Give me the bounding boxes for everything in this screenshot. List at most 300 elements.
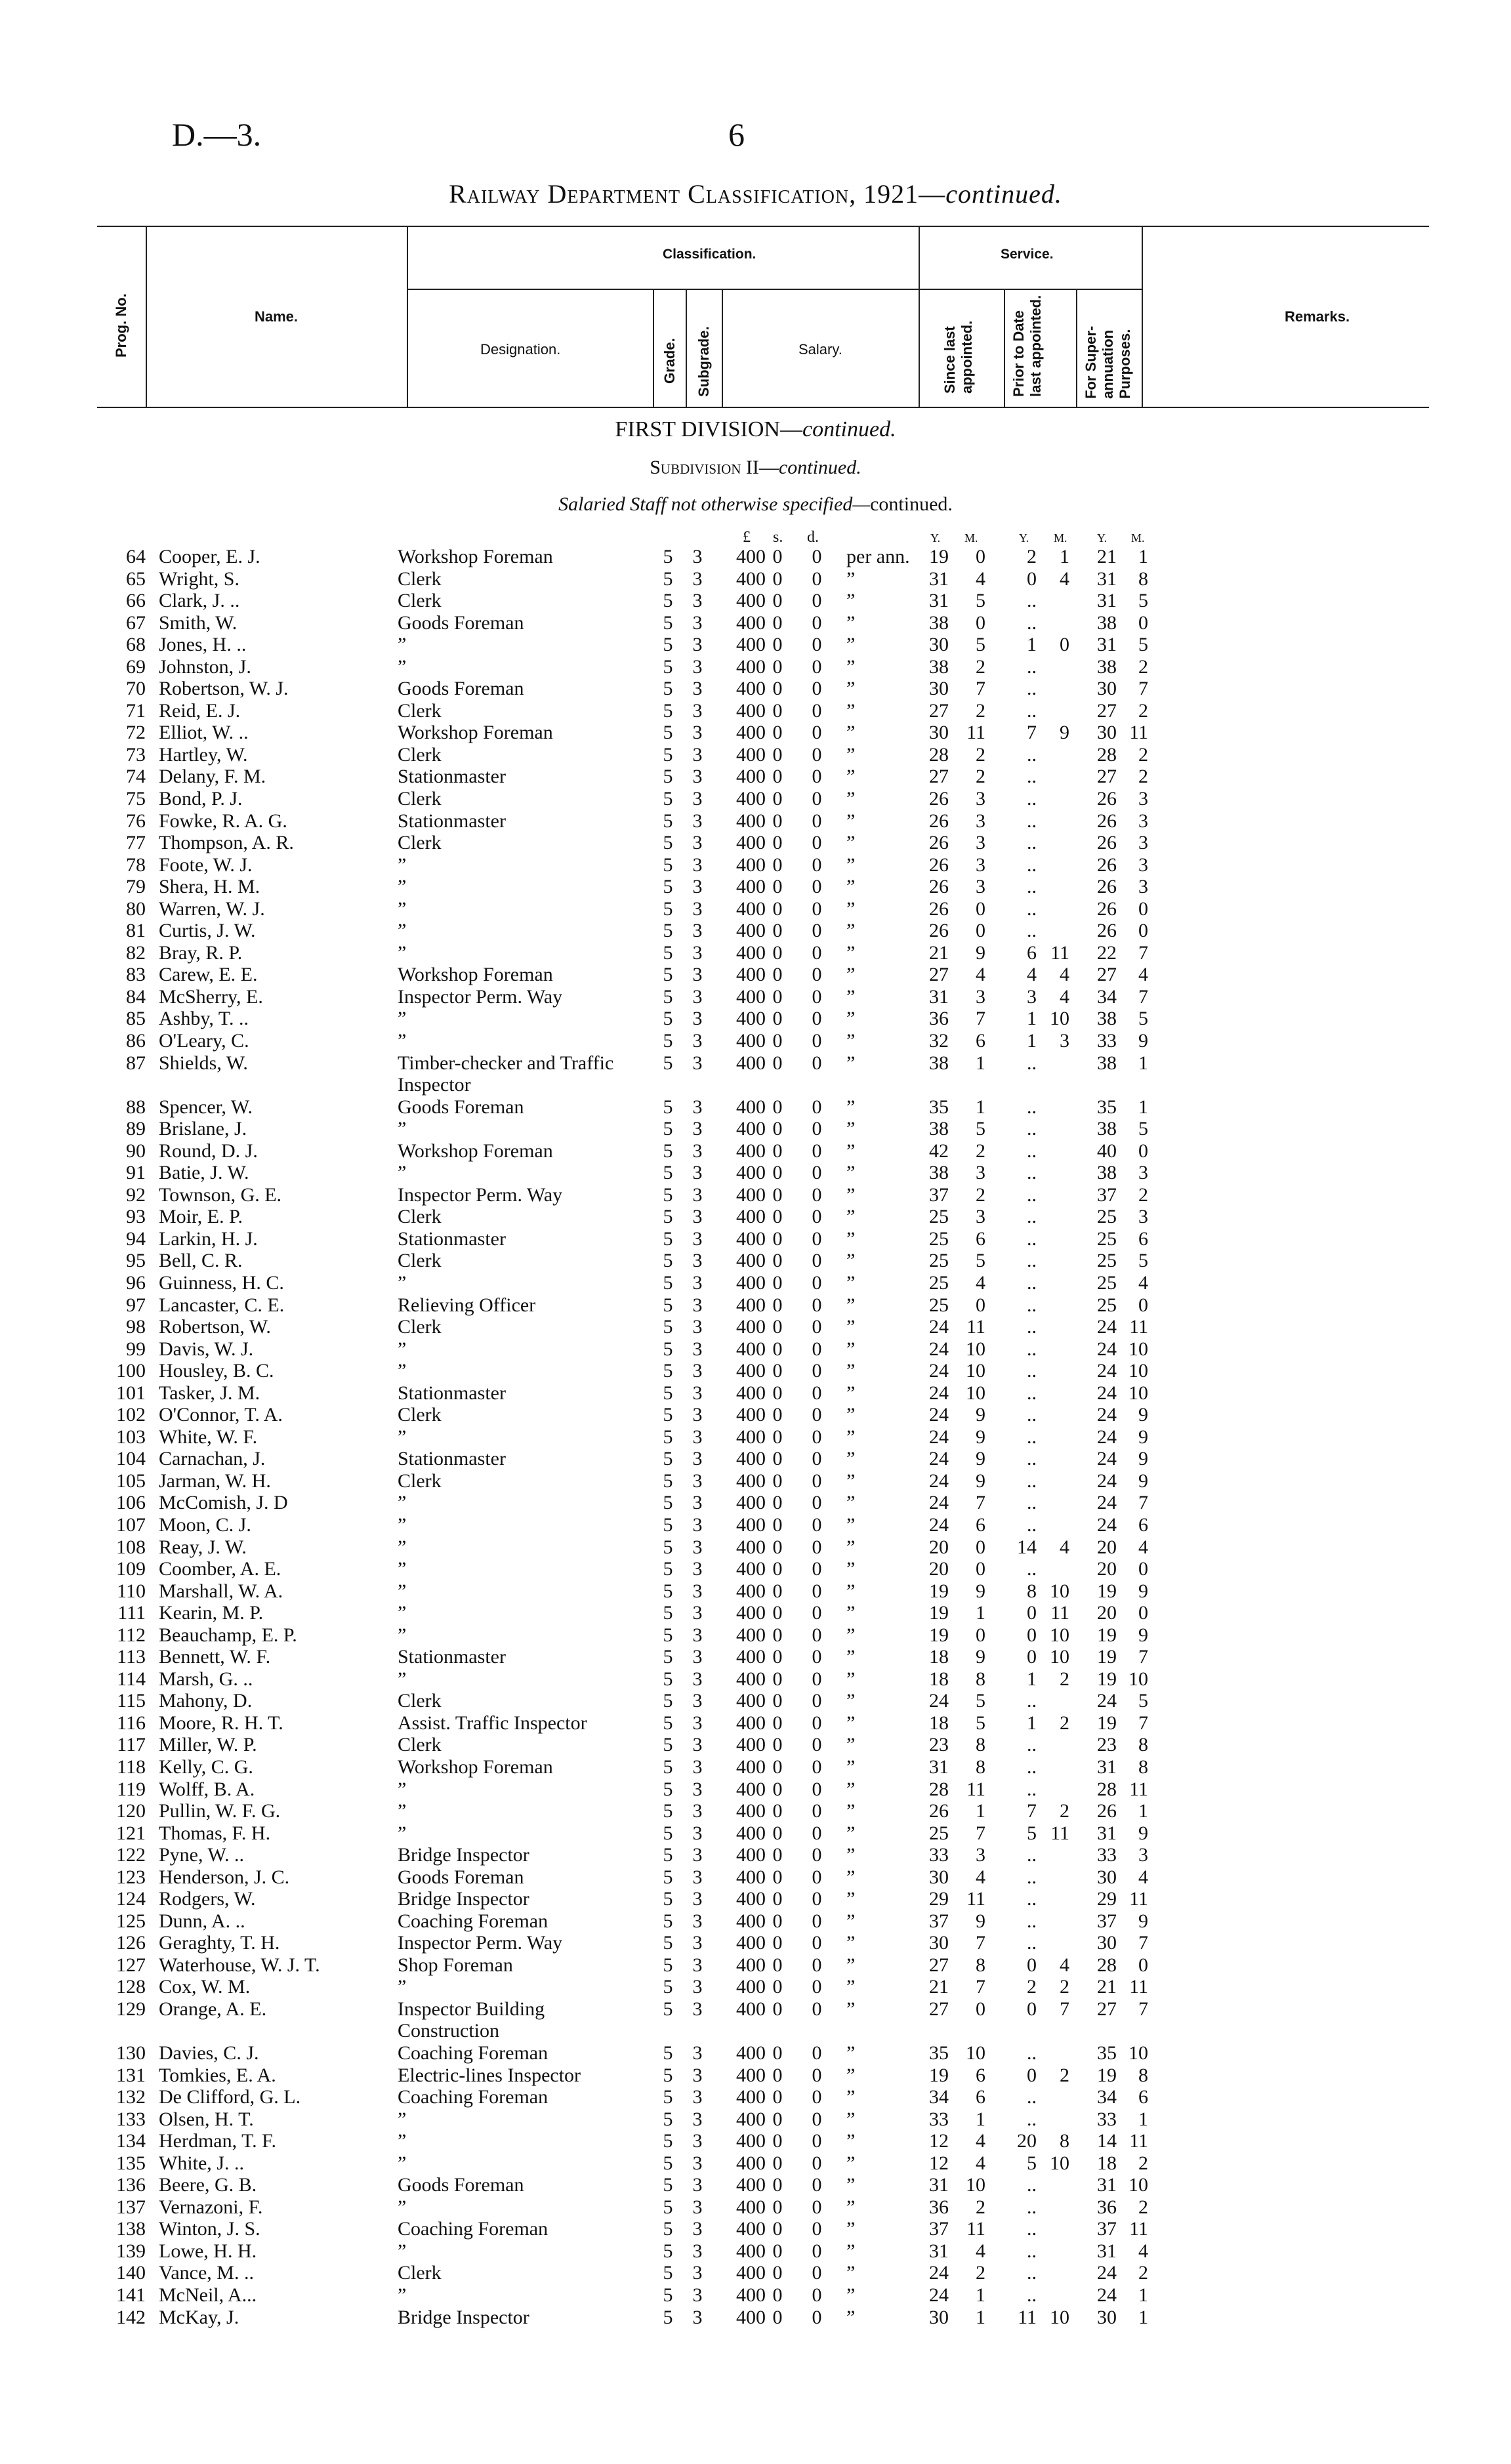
super-months: 5 xyxy=(1138,1690,1148,1712)
prior-years: .. xyxy=(1027,2284,1037,2307)
salary-pence: 0 xyxy=(812,1513,822,1536)
subgrade: 3 xyxy=(692,1448,703,1470)
salary-shillings: 0 xyxy=(772,941,783,964)
super-months: 10 xyxy=(1128,1338,1148,1360)
table-row xyxy=(0,1140,1511,1162)
salary-shillings: 0 xyxy=(772,897,783,920)
salary-shillings: 0 xyxy=(772,2108,783,2130)
salary-pounds: 400 xyxy=(736,1536,766,1558)
since-years: 26 xyxy=(929,920,949,942)
since-years: 27 xyxy=(929,1954,949,1976)
grade: 5 xyxy=(663,1360,673,1382)
header-service: Service. xyxy=(1001,247,1054,262)
grade: 5 xyxy=(663,1448,673,1470)
prior-years: .. xyxy=(1027,1888,1037,1910)
designation: Clerk xyxy=(398,1690,442,1712)
designation: ” xyxy=(398,2130,407,2152)
since-years: 19 xyxy=(929,546,949,567)
salary-shillings: 0 xyxy=(772,1030,783,1052)
salary-shillings: 0 xyxy=(772,1998,783,2020)
prior-months: 1 xyxy=(1060,546,1069,567)
prior-years: 11 xyxy=(1018,2306,1037,2328)
salary-pounds: 400 xyxy=(736,1338,766,1360)
super-years: 21 xyxy=(1097,1976,1117,1998)
super-years: 26 xyxy=(1097,920,1117,942)
designation: Coaching Foreman xyxy=(398,1910,549,1932)
super-months: 3 xyxy=(1138,832,1148,854)
salary-pounds: 400 xyxy=(736,1140,766,1162)
subgrade: 3 xyxy=(692,1382,703,1404)
staff-name: Cooper, E. J. xyxy=(159,546,260,567)
since-months: 0 xyxy=(976,611,985,634)
salary-shillings: 0 xyxy=(772,1624,783,1646)
grade: 5 xyxy=(663,1294,673,1316)
designation: ” xyxy=(398,1360,407,1382)
salary-pence: 0 xyxy=(812,1580,822,1602)
since-years: 19 xyxy=(929,1580,949,1602)
super-months: 9 xyxy=(1138,1404,1148,1426)
super-years: 28 xyxy=(1097,743,1117,766)
table-row xyxy=(0,810,1511,832)
prior-years: 3 xyxy=(1027,985,1037,1008)
designation: Coaching Foreman xyxy=(398,2042,549,2064)
designation: Coaching Foreman xyxy=(398,2086,549,2108)
super-months: 3 xyxy=(1138,853,1148,876)
table-row xyxy=(0,1800,1511,1822)
super-years: 25 xyxy=(1097,1271,1117,1294)
prior-years: .. xyxy=(1027,810,1037,832)
salary-shillings: 0 xyxy=(772,1558,783,1580)
designation: Clerk xyxy=(398,567,442,590)
prog-no: 122 xyxy=(116,1844,146,1866)
grade: 5 xyxy=(663,1976,673,1998)
since-years: 23 xyxy=(929,1734,949,1756)
super-years: 31 xyxy=(1097,634,1117,656)
grade: 5 xyxy=(663,1910,673,1932)
table-row xyxy=(0,1976,1511,1998)
header-designation: Designation. xyxy=(480,341,561,358)
salary-pounds: 400 xyxy=(736,699,766,722)
prior-years: .. xyxy=(1027,1448,1037,1470)
staff-name: Robertson, W. xyxy=(159,1316,271,1338)
since-months: 8 xyxy=(976,1756,985,1778)
subdivision-label: Subdivision II— xyxy=(650,457,779,478)
since-months: 3 xyxy=(976,1162,985,1184)
subgrade: 3 xyxy=(692,1734,703,1756)
salary-period: ” xyxy=(846,853,856,876)
division-continued: continued. xyxy=(802,417,896,441)
prog-no: 109 xyxy=(116,1558,146,1580)
subgrade: 3 xyxy=(692,1426,703,1448)
since-years: 24 xyxy=(929,1492,949,1514)
super-years: 38 xyxy=(1097,611,1117,634)
super-months: 0 xyxy=(1138,1558,1148,1580)
super-years: 34 xyxy=(1097,2086,1117,2108)
designation: ” xyxy=(398,897,407,920)
since-years: 34 xyxy=(929,2086,949,2108)
salary-period: ” xyxy=(846,2284,856,2307)
prog-no: 82 xyxy=(126,941,146,964)
staff-name: Moir, E. P. xyxy=(159,1206,243,1228)
since-years: 37 xyxy=(929,2218,949,2240)
table-row xyxy=(0,1558,1511,1580)
salary-period: ” xyxy=(846,1338,856,1360)
prog-no: 84 xyxy=(126,985,146,1008)
since-months: 6 xyxy=(976,1513,985,1536)
prior-years: .. xyxy=(1027,1162,1037,1184)
super-months: 9 xyxy=(1138,1910,1148,1932)
salary-shillings: 0 xyxy=(772,2130,783,2152)
staff-name: Pullin, W. F. G. xyxy=(159,1800,281,1822)
super-years: 25 xyxy=(1097,1227,1117,1250)
grade: 5 xyxy=(663,1052,673,1074)
designation: Assist. Traffic Inspector xyxy=(398,1712,587,1734)
grade: 5 xyxy=(663,1536,673,1558)
prog-no: 83 xyxy=(126,964,146,986)
super-months: 2 xyxy=(1138,766,1148,788)
designation: ” xyxy=(398,1492,407,1514)
prog-no: 101 xyxy=(116,1382,146,1404)
prior-months: 7 xyxy=(1060,1998,1069,2020)
salary-period: ” xyxy=(846,1250,856,1272)
prog-no: 73 xyxy=(126,743,146,766)
designation: Goods Foreman xyxy=(398,611,524,634)
salary-pence: 0 xyxy=(812,832,822,854)
since-months: 2 xyxy=(976,2262,985,2284)
staff-name: Pyne, W. .. xyxy=(159,1844,245,1866)
unit-months-super: M. xyxy=(1131,531,1145,544)
table-row xyxy=(0,744,1511,766)
staff-name: Davis, W. J. xyxy=(159,1338,254,1360)
subgrade: 3 xyxy=(692,1558,703,1580)
subgrade: 3 xyxy=(692,2240,703,2262)
prog-no: 142 xyxy=(116,2306,146,2328)
prog-no: 75 xyxy=(126,788,146,810)
designation: ” xyxy=(398,1668,407,1690)
subgrade: 3 xyxy=(692,2284,703,2307)
since-months: 9 xyxy=(976,1426,985,1448)
grade: 5 xyxy=(663,567,673,590)
prog-no: 88 xyxy=(126,1096,146,1118)
prior-years: 1 xyxy=(1027,1668,1037,1690)
prog-no: 106 xyxy=(116,1492,146,1514)
since-years: 26 xyxy=(929,853,949,876)
super-years: 33 xyxy=(1097,1844,1117,1866)
grade: 5 xyxy=(663,2108,673,2130)
salary-pounds: 400 xyxy=(736,567,766,590)
super-months: 2 xyxy=(1138,1183,1148,1206)
prior-years: .. xyxy=(1027,1183,1037,1206)
since-months: 2 xyxy=(976,743,985,766)
salary-pence: 0 xyxy=(812,546,822,567)
since-years: 35 xyxy=(929,2042,949,2064)
super-months: 8 xyxy=(1138,567,1148,590)
subgrade: 3 xyxy=(692,1338,703,1360)
super-months: 1 xyxy=(1138,2108,1148,2130)
salary-period: ” xyxy=(846,1624,856,1646)
grade: 5 xyxy=(663,920,673,942)
super-months: 8 xyxy=(1138,1734,1148,1756)
grade: 5 xyxy=(663,1646,673,1668)
prog-no: 95 xyxy=(126,1250,146,1272)
since-years: 19 xyxy=(929,1602,949,1624)
salary-period: ” xyxy=(846,1580,856,1602)
table-row xyxy=(0,1360,1511,1382)
super-months: 1 xyxy=(1138,2284,1148,2307)
table-row xyxy=(0,1668,1511,1691)
subgrade: 3 xyxy=(692,2042,703,2064)
staff-name: O'Connor, T. A. xyxy=(159,1404,283,1426)
salary-period: ” xyxy=(846,832,856,854)
salary-pounds: 400 xyxy=(736,876,766,898)
salary-pence: 0 xyxy=(812,1668,822,1690)
salary-pence: 0 xyxy=(812,1558,822,1580)
prior-years: .. xyxy=(1027,2218,1037,2240)
staff-name: Beauchamp, E. P. xyxy=(159,1624,297,1646)
super-months: 0 xyxy=(1138,611,1148,634)
staff-name: Dunn, A. .. xyxy=(159,1910,245,1932)
salary-shillings: 0 xyxy=(772,2152,783,2174)
table-head-bottom-rule xyxy=(97,407,1429,408)
salary-pence: 0 xyxy=(812,1360,822,1382)
prior-months: 10 xyxy=(1050,1646,1069,1668)
salary-shillings: 0 xyxy=(772,722,783,744)
grade: 5 xyxy=(663,2262,673,2284)
prog-no: 104 xyxy=(116,1448,146,1470)
salary-pounds: 400 xyxy=(736,1624,766,1646)
salary-period: ” xyxy=(846,2130,856,2152)
salary-shillings: 0 xyxy=(772,2174,783,2196)
salary-period: ” xyxy=(846,2174,856,2196)
salary-pence: 0 xyxy=(812,1118,822,1140)
super-years: 30 xyxy=(1097,1932,1117,1954)
super-months: 5 xyxy=(1138,590,1148,612)
salary-pence: 0 xyxy=(812,1646,822,1668)
subgrade: 3 xyxy=(692,832,703,854)
salary-period: ” xyxy=(846,2240,856,2262)
since-years: 12 xyxy=(929,2152,949,2174)
subgrade: 3 xyxy=(692,1140,703,1162)
table-row xyxy=(0,2152,1511,2175)
salary-period: ” xyxy=(846,699,856,722)
super-months: 4 xyxy=(1138,1271,1148,1294)
super-years: 26 xyxy=(1097,810,1117,832)
grade: 5 xyxy=(663,1118,673,1140)
salary-pounds: 400 xyxy=(736,546,766,567)
salary-pence: 0 xyxy=(812,1690,822,1712)
table-row xyxy=(0,1778,1511,1801)
staff-name: Townson, G. E. xyxy=(159,1183,282,1206)
since-years: 20 xyxy=(929,1558,949,1580)
super-months: 1 xyxy=(1138,1800,1148,1822)
grade: 5 xyxy=(663,1668,673,1690)
prior-years: 2 xyxy=(1027,1976,1037,1998)
staff-name: Shera, H. M. xyxy=(159,876,260,898)
unit-years-prior: Y. xyxy=(1019,531,1029,544)
table-row xyxy=(0,2174,1511,2196)
staff-name: Cox, W. M. xyxy=(159,1976,251,1998)
prior-years: .. xyxy=(1027,1866,1037,1888)
table-row xyxy=(0,898,1511,920)
table-row xyxy=(0,1690,1511,1712)
subgrade: 3 xyxy=(692,1822,703,1844)
designation: ” xyxy=(398,2196,407,2218)
subgrade: 3 xyxy=(692,1932,703,1954)
subgrade: 3 xyxy=(692,1206,703,1228)
designation: Workshop Foreman xyxy=(398,722,553,744)
salary-pence: 0 xyxy=(812,1140,822,1162)
salary-shillings: 0 xyxy=(772,2086,783,2108)
super-years: 30 xyxy=(1097,2306,1117,2328)
salary-shillings: 0 xyxy=(772,788,783,810)
salary-period: ” xyxy=(846,1822,856,1844)
col-divider xyxy=(686,289,687,407)
grade: 5 xyxy=(663,1030,673,1052)
salary-pounds: 400 xyxy=(736,1404,766,1426)
designation: Bridge Inspector xyxy=(398,1888,529,1910)
since-years: 24 xyxy=(929,1316,949,1338)
subgrade: 3 xyxy=(692,743,703,766)
prog-no: 96 xyxy=(126,1271,146,1294)
salary-shillings: 0 xyxy=(772,1844,783,1866)
staff-name: Fowke, R. A. G. xyxy=(159,810,287,832)
salary-pounds: 400 xyxy=(736,1316,766,1338)
subgrade: 3 xyxy=(692,810,703,832)
subgrade: 3 xyxy=(692,920,703,942)
prog-no: 79 xyxy=(126,876,146,898)
since-years: 18 xyxy=(929,1712,949,1734)
table-row xyxy=(0,1536,1511,1559)
grade: 5 xyxy=(663,1162,673,1184)
salary-pounds: 400 xyxy=(736,1162,766,1184)
prog-no: 98 xyxy=(126,1316,146,1338)
table-row xyxy=(0,1250,1511,1272)
salary-pence: 0 xyxy=(812,1096,822,1118)
salary-shillings: 0 xyxy=(772,2262,783,2284)
prog-no: 72 xyxy=(126,722,146,744)
designation: Shop Foreman xyxy=(398,1954,513,1976)
salary-period: ” xyxy=(846,678,856,700)
grade: 5 xyxy=(663,722,673,744)
salary-pounds: 400 xyxy=(736,1008,766,1030)
salary-period: ” xyxy=(846,1096,856,1118)
super-months: 11 xyxy=(1129,2130,1148,2152)
salary-pounds: 400 xyxy=(736,897,766,920)
super-years: 31 xyxy=(1097,1822,1117,1844)
super-years: 21 xyxy=(1097,546,1117,567)
salary-period: ” xyxy=(846,2262,856,2284)
prior-years: .. xyxy=(1027,1338,1037,1360)
prog-no: 126 xyxy=(116,1932,146,1954)
prior-years: 5 xyxy=(1027,1822,1037,1844)
designation: ” xyxy=(398,1162,407,1184)
super-years: 25 xyxy=(1097,1206,1117,1228)
super-years: 26 xyxy=(1097,788,1117,810)
salary-period: ” xyxy=(846,1426,856,1448)
since-years: 31 xyxy=(929,590,949,612)
super-months: 3 xyxy=(1138,788,1148,810)
grade: 5 xyxy=(663,1734,673,1756)
salary-period: per ann. xyxy=(846,546,910,567)
since-months: 4 xyxy=(976,1866,985,1888)
since-months: 9 xyxy=(976,1404,985,1426)
designation: ” xyxy=(398,634,407,656)
grade: 5 xyxy=(663,1866,673,1888)
super-months: 3 xyxy=(1138,1844,1148,1866)
since-years: 19 xyxy=(929,1624,949,1646)
salary-pence: 0 xyxy=(812,634,822,656)
subgrade: 3 xyxy=(692,699,703,722)
salary-pounds: 400 xyxy=(736,788,766,810)
super-months: 0 xyxy=(1138,920,1148,942)
subgrade: 3 xyxy=(692,1668,703,1690)
since-months: 1 xyxy=(976,2284,985,2307)
salary-shillings: 0 xyxy=(772,1162,783,1184)
salary-pence: 0 xyxy=(812,2108,822,2130)
prior-months: 10 xyxy=(1050,1624,1069,1646)
prog-no: 140 xyxy=(116,2262,146,2284)
since-years: 26 xyxy=(929,897,949,920)
designation: ” xyxy=(398,1602,407,1624)
since-months: 6 xyxy=(976,1030,985,1052)
since-months: 6 xyxy=(976,2064,985,2086)
since-months: 7 xyxy=(976,1822,985,1844)
salary-shillings: 0 xyxy=(772,1448,783,1470)
salary-shillings: 0 xyxy=(772,920,783,942)
staff-name: Jarman, W. H. xyxy=(159,1469,271,1492)
table-row xyxy=(0,634,1511,656)
since-months: 10 xyxy=(966,1382,985,1404)
super-months: 0 xyxy=(1138,1294,1148,1316)
col-divider xyxy=(1142,226,1143,407)
staff-name: Herdman, T. F. xyxy=(159,2130,276,2152)
staff-name: Kelly, C. G. xyxy=(159,1756,253,1778)
table-row xyxy=(0,2307,1511,2329)
table-row xyxy=(0,986,1511,1008)
prior-years: .. xyxy=(1027,2240,1037,2262)
super-years: 27 xyxy=(1097,964,1117,986)
header-name: Name. xyxy=(255,308,299,325)
since-years: 18 xyxy=(929,1668,949,1690)
staff-name: Miller, W. P. xyxy=(159,1734,257,1756)
since-months: 1 xyxy=(976,2108,985,2130)
subgrade: 3 xyxy=(692,634,703,656)
grade: 5 xyxy=(663,788,673,810)
table-row xyxy=(0,2284,1511,2307)
subgrade: 3 xyxy=(692,1778,703,1800)
table-row xyxy=(0,2218,1511,2240)
salary-shillings: 0 xyxy=(772,1866,783,1888)
since-months: 4 xyxy=(976,2240,985,2262)
prior-months: 0 xyxy=(1060,634,1069,656)
since-months: 3 xyxy=(976,788,985,810)
prog-no: 136 xyxy=(116,2174,146,2196)
super-months: 0 xyxy=(1138,1954,1148,1976)
designation: ” xyxy=(398,2152,407,2174)
subgrade: 3 xyxy=(692,1227,703,1250)
grade: 5 xyxy=(663,611,673,634)
subgrade: 3 xyxy=(692,876,703,898)
prog-no: 108 xyxy=(116,1536,146,1558)
prior-years: .. xyxy=(1027,2108,1037,2130)
grade: 5 xyxy=(663,2306,673,2328)
salary-shillings: 0 xyxy=(772,634,783,656)
grade: 5 xyxy=(663,634,673,656)
since-months: 5 xyxy=(976,1118,985,1140)
staff-name: McComish, J. D xyxy=(159,1492,288,1514)
staff-table xyxy=(0,546,1511,2328)
super-months: 4 xyxy=(1138,1866,1148,1888)
